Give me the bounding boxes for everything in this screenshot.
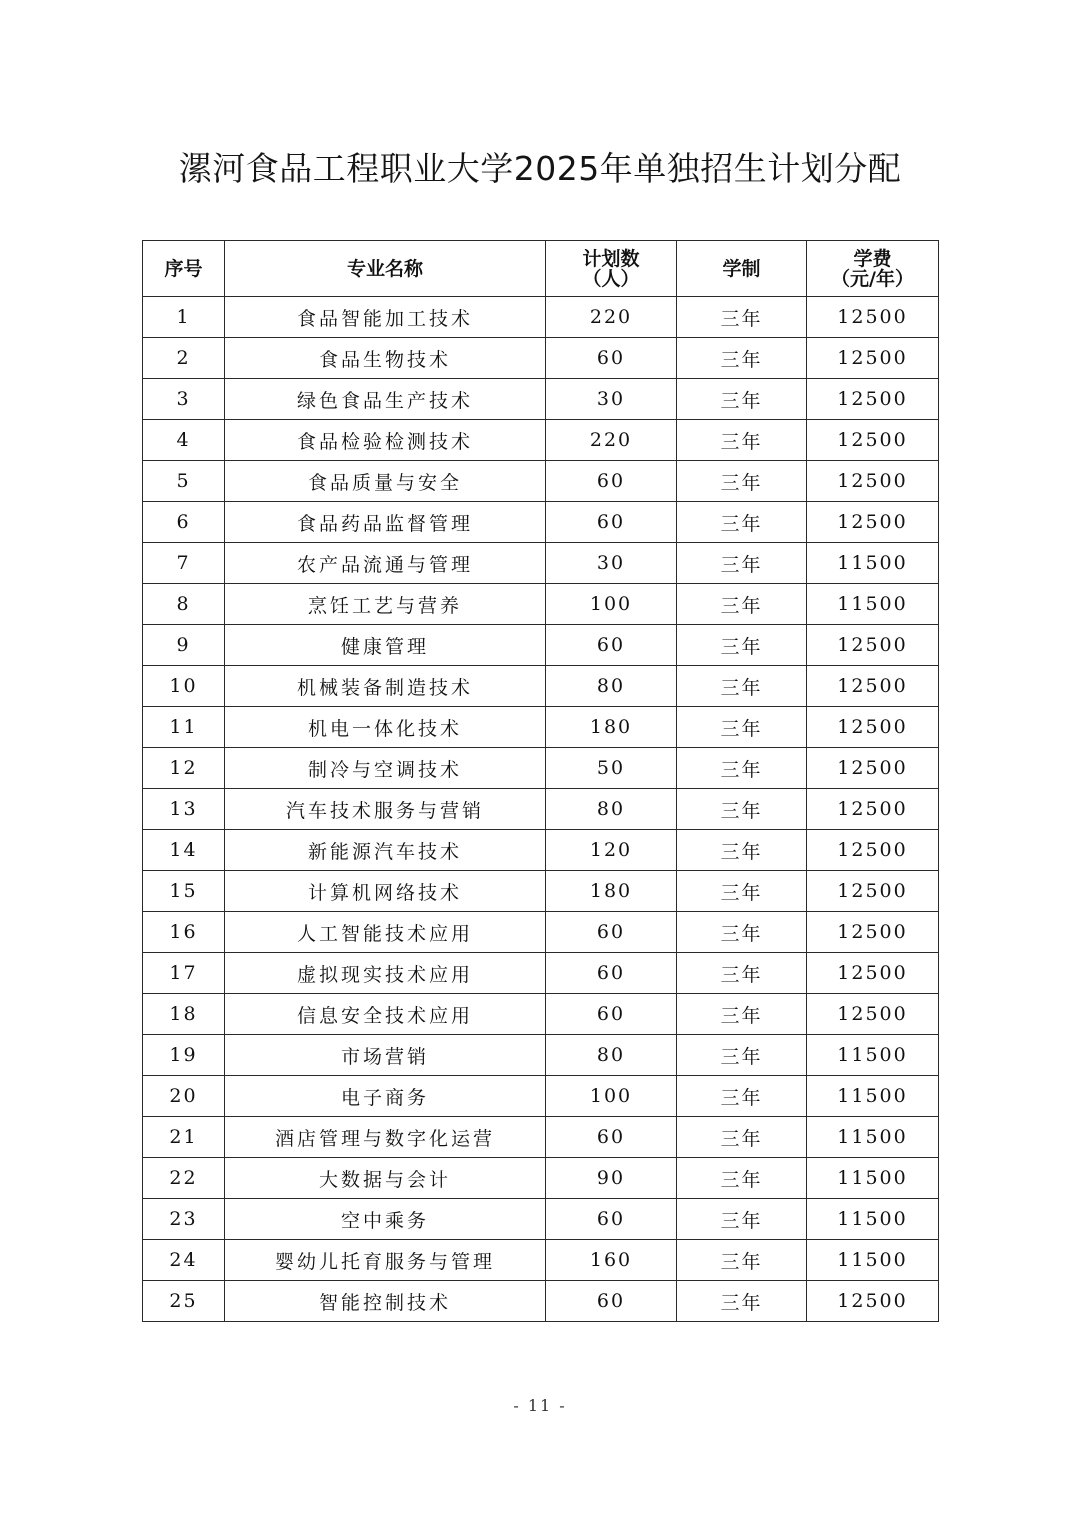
- cell-fee: 12500: [807, 953, 939, 994]
- header-fee-line1: 学费: [853, 247, 892, 270]
- cell-index: 3: [143, 379, 225, 420]
- cell-major: 酒店管理与数字化运营: [225, 1117, 546, 1158]
- cell-fee: 12500: [807, 789, 939, 830]
- cell-plan: 60: [546, 461, 677, 502]
- cell-fee: 12500: [807, 502, 939, 543]
- cell-major: 汽车技术服务与营销: [225, 789, 546, 830]
- cell-plan: 180: [546, 707, 677, 748]
- cell-duration: 三年: [677, 1281, 807, 1322]
- cell-major: 市场营销: [225, 1035, 546, 1076]
- cell-duration: 三年: [677, 789, 807, 830]
- cell-duration: 三年: [677, 543, 807, 584]
- document-title: 漯河食品工程职业大学2025年单独招生计划分配: [178, 149, 902, 188]
- cell-major: 大数据与会计: [225, 1158, 546, 1199]
- table-row: [143, 1199, 939, 1240]
- cell-plan: 120: [546, 830, 677, 871]
- cell-duration: 三年: [677, 502, 807, 543]
- cell-plan: 80: [546, 1035, 677, 1076]
- cell-major: 空中乘务: [225, 1199, 546, 1240]
- table-row: [143, 953, 939, 994]
- header-duration: 学制: [677, 241, 807, 297]
- cell-major: 人工智能技术应用: [225, 912, 546, 953]
- cell-plan: 90: [546, 1158, 677, 1199]
- cell-duration: 三年: [677, 379, 807, 420]
- cell-duration: 三年: [677, 912, 807, 953]
- cell-index: 24: [143, 1240, 225, 1281]
- cell-fee: 12500: [807, 420, 939, 461]
- cell-fee: 11500: [807, 1035, 939, 1076]
- table-row: [143, 297, 939, 338]
- cell-fee: 11500: [807, 1117, 939, 1158]
- cell-fee: 11500: [807, 1199, 939, 1240]
- cell-fee: 12500: [807, 707, 939, 748]
- header-plan: [546, 241, 677, 297]
- cell-plan: 60: [546, 1117, 677, 1158]
- cell-duration: 三年: [677, 1076, 807, 1117]
- cell-index: 15: [143, 871, 225, 912]
- cell-fee: 11500: [807, 1076, 939, 1117]
- table-row: [143, 748, 939, 789]
- cell-duration: 三年: [677, 830, 807, 871]
- cell-fee: 12500: [807, 871, 939, 912]
- cell-plan: 60: [546, 994, 677, 1035]
- cell-major: 机械装备制造技术: [225, 666, 546, 707]
- cell-major: 健康管理: [225, 625, 546, 666]
- cell-fee: 12500: [807, 379, 939, 420]
- cell-fee: 11500: [807, 1240, 939, 1281]
- table-row: [143, 584, 939, 625]
- cell-major: 制冷与空调技术: [225, 748, 546, 789]
- table-row: [143, 1117, 939, 1158]
- cell-major: 计算机网络技术: [225, 871, 546, 912]
- header-plan-line2: （人）: [582, 267, 640, 290]
- cell-duration: 三年: [677, 953, 807, 994]
- cell-fee: 12500: [807, 1281, 939, 1322]
- cell-fee: 12500: [807, 912, 939, 953]
- cell-fee: 12500: [807, 297, 939, 338]
- header-fee-line2: （元/年）: [831, 267, 914, 290]
- table-row: [143, 461, 939, 502]
- cell-plan: 60: [546, 502, 677, 543]
- cell-index: 22: [143, 1158, 225, 1199]
- cell-index: 11: [143, 707, 225, 748]
- cell-duration: 三年: [677, 420, 807, 461]
- cell-major: 食品质量与安全: [225, 461, 546, 502]
- table-header-row: [143, 241, 939, 297]
- cell-major: 机电一体化技术: [225, 707, 546, 748]
- cell-fee: 12500: [807, 994, 939, 1035]
- table-row: [143, 502, 939, 543]
- cell-index: 16: [143, 912, 225, 953]
- cell-index: 21: [143, 1117, 225, 1158]
- cell-duration: 三年: [677, 1117, 807, 1158]
- cell-plan: 100: [546, 584, 677, 625]
- cell-plan: 60: [546, 1281, 677, 1322]
- table-row: [143, 707, 939, 748]
- cell-plan: 220: [546, 297, 677, 338]
- cell-duration: 三年: [677, 871, 807, 912]
- table-row: [143, 830, 939, 871]
- cell-major: 新能源汽车技术: [225, 830, 546, 871]
- header-index: 序号: [143, 241, 225, 297]
- cell-major: 食品生物技术: [225, 338, 546, 379]
- table-row: [143, 994, 939, 1035]
- cell-duration: 三年: [677, 1158, 807, 1199]
- table-row: [143, 871, 939, 912]
- cell-fee: 12500: [807, 338, 939, 379]
- cell-plan: 80: [546, 789, 677, 830]
- cell-index: 9: [143, 625, 225, 666]
- cell-index: 13: [143, 789, 225, 830]
- cell-index: 25: [143, 1281, 225, 1322]
- cell-duration: 三年: [677, 297, 807, 338]
- table-row: [143, 625, 939, 666]
- cell-major: 食品药品监督管理: [225, 502, 546, 543]
- cell-major: 绿色食品生产技术: [225, 379, 546, 420]
- page-number: - 11 -: [513, 1396, 567, 1415]
- cell-fee: 12500: [807, 830, 939, 871]
- cell-plan: 50: [546, 748, 677, 789]
- cell-duration: 三年: [677, 707, 807, 748]
- table-row: [143, 1281, 939, 1322]
- cell-duration: 三年: [677, 1199, 807, 1240]
- cell-duration: 三年: [677, 748, 807, 789]
- table-row: [143, 912, 939, 953]
- cell-index: 17: [143, 953, 225, 994]
- table-row: [143, 338, 939, 379]
- cell-plan: 180: [546, 871, 677, 912]
- cell-major: 信息安全技术应用: [225, 994, 546, 1035]
- cell-index: 8: [143, 584, 225, 625]
- header-fee: [807, 241, 939, 297]
- table-row: [143, 1035, 939, 1076]
- cell-index: 14: [143, 830, 225, 871]
- cell-index: 23: [143, 1199, 225, 1240]
- cell-index: 7: [143, 543, 225, 584]
- cell-major: 婴幼儿托育服务与管理: [225, 1240, 546, 1281]
- cell-fee: 11500: [807, 543, 939, 584]
- cell-fee: 12500: [807, 625, 939, 666]
- table-row: [143, 789, 939, 830]
- cell-index: 12: [143, 748, 225, 789]
- cell-plan: 220: [546, 420, 677, 461]
- table-row: [143, 1076, 939, 1117]
- cell-fee: 12500: [807, 748, 939, 789]
- cell-plan: 80: [546, 666, 677, 707]
- cell-plan: 60: [546, 625, 677, 666]
- cell-index: 10: [143, 666, 225, 707]
- cell-index: 2: [143, 338, 225, 379]
- cell-duration: 三年: [677, 461, 807, 502]
- cell-plan: 60: [546, 1199, 677, 1240]
- cell-major: 电子商务: [225, 1076, 546, 1117]
- table-row: [143, 543, 939, 584]
- cell-duration: 三年: [677, 994, 807, 1035]
- cell-duration: 三年: [677, 666, 807, 707]
- cell-duration: 三年: [677, 338, 807, 379]
- header-major: 专业名称: [225, 241, 546, 297]
- cell-index: 19: [143, 1035, 225, 1076]
- cell-plan: 30: [546, 543, 677, 584]
- cell-major: 虚拟现实技术应用: [225, 953, 546, 994]
- cell-major: 食品智能加工技术: [225, 297, 546, 338]
- cell-plan: 100: [546, 1076, 677, 1117]
- cell-duration: 三年: [677, 1035, 807, 1076]
- cell-plan: 60: [546, 912, 677, 953]
- cell-major: 智能控制技术: [225, 1281, 546, 1322]
- cell-index: 1: [143, 297, 225, 338]
- cell-index: 20: [143, 1076, 225, 1117]
- cell-major: 烹饪工艺与营养: [225, 584, 546, 625]
- table-row: [143, 666, 939, 707]
- table-row: [143, 420, 939, 461]
- table-row: [143, 379, 939, 420]
- cell-plan: 160: [546, 1240, 677, 1281]
- cell-plan: 60: [546, 338, 677, 379]
- cell-fee: 11500: [807, 1158, 939, 1199]
- cell-index: 5: [143, 461, 225, 502]
- cell-fee: 12500: [807, 461, 939, 502]
- cell-major: 农产品流通与管理: [225, 543, 546, 584]
- cell-index: 18: [143, 994, 225, 1035]
- header-plan-line1: 计划数: [582, 247, 640, 270]
- cell-fee: 12500: [807, 666, 939, 707]
- cell-duration: 三年: [677, 625, 807, 666]
- table-row: [143, 1158, 939, 1199]
- cell-duration: 三年: [677, 584, 807, 625]
- cell-index: 4: [143, 420, 225, 461]
- table-row: [143, 1240, 939, 1281]
- cell-duration: 三年: [677, 1240, 807, 1281]
- cell-plan: 30: [546, 379, 677, 420]
- cell-fee: 11500: [807, 584, 939, 625]
- enrollment-plan-table: [142, 240, 939, 1322]
- cell-major: 食品检验检测技术: [225, 420, 546, 461]
- cell-plan: 60: [546, 953, 677, 994]
- cell-index: 6: [143, 502, 225, 543]
